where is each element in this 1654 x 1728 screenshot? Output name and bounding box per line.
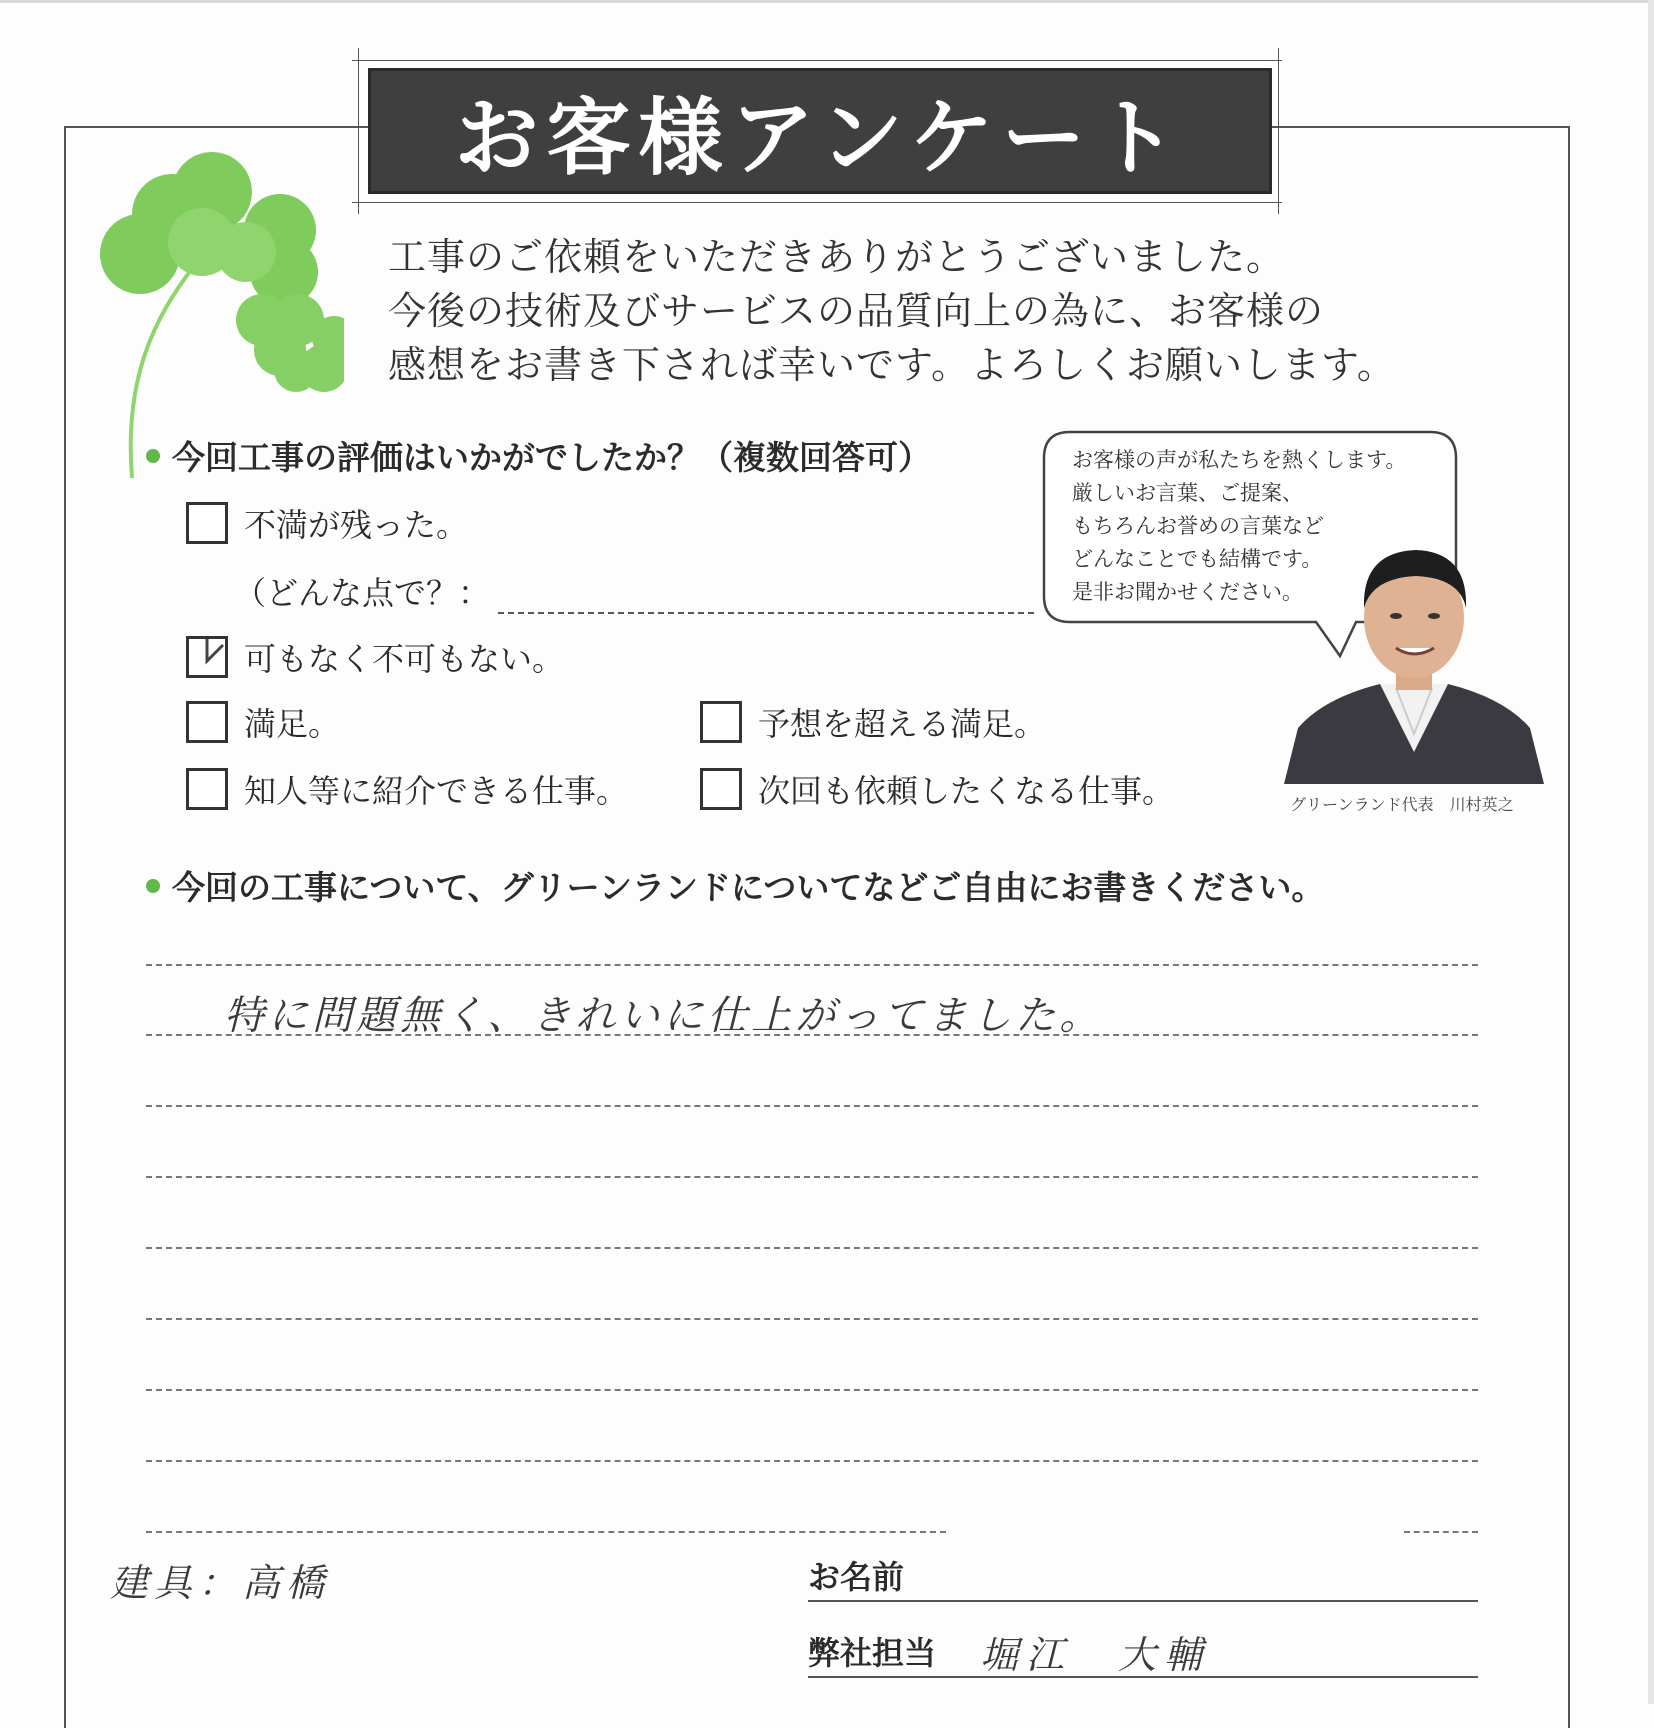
title-rule-bottom <box>352 202 1282 203</box>
bullet-dot-icon <box>146 449 160 463</box>
comments-heading-text: 今回の工事について、グリーンランドについてなどご自由にお書きください。 <box>172 868 1325 907</box>
intro-line: 工事のご依頼をいただきありがとうございました。 <box>388 235 1286 279</box>
checkbox[interactable] <box>700 701 742 743</box>
representative-portrait <box>1284 538 1544 784</box>
option-label: 次回も依頼したくなる仕事。 <box>758 772 1175 810</box>
option-satisfied[interactable] <box>186 699 340 745</box>
bubble-line: お客様の声が私たちを熱くします。 <box>1072 448 1407 472</box>
comment-line <box>146 1176 1478 1178</box>
comment-line <box>146 1389 1478 1391</box>
option-label: 満足。 <box>244 705 341 743</box>
option-label: 知人等に紹介できる仕事。 <box>244 772 629 810</box>
comments-heading <box>146 862 1324 909</box>
evaluation-heading-text: 今回工事の評価はいかがでしたか？（複数回答可） <box>172 438 931 477</box>
bubble-line: 是非お聞かせください。 <box>1072 580 1303 604</box>
name-line[interactable] <box>808 1600 1478 1602</box>
handwritten-left-note: 建具：高橋 <box>110 1561 331 1605</box>
checkmark-icon <box>189 625 237 677</box>
checkbox-checked[interactable] <box>186 636 228 678</box>
intro-line: 感想をお書き下されば幸いです。よろしくお願いします。 <box>388 343 1396 387</box>
staff-line[interactable] <box>808 1676 1478 1678</box>
title-banner <box>368 68 1272 194</box>
evaluation-heading <box>146 432 931 479</box>
intro-text <box>388 230 1448 392</box>
page-title: お客様アンケート <box>454 88 1186 187</box>
option-label: 可もなく不可もない。 <box>244 640 565 678</box>
bubble-line: もちろんお誉めの言葉など <box>1072 514 1324 538</box>
checkbox[interactable] <box>186 502 228 544</box>
detail-input-line[interactable] <box>498 578 1034 614</box>
comment-line <box>146 1531 946 1533</box>
option-dissatisfied[interactable] <box>186 500 468 546</box>
bubble-line: どんなことでも結構です。 <box>1072 547 1323 571</box>
comment-line <box>146 1247 1478 1249</box>
detail-field <box>234 568 1074 614</box>
option-label: 不満が残った。 <box>244 506 469 544</box>
handwritten-staff-name: 堀江 大輔 <box>980 1633 1211 1677</box>
bubble-line: 厳しいお言葉、ご提案、 <box>1072 481 1303 505</box>
representative-caption: グリーンランド代表 川村英之 <box>1290 795 1514 814</box>
comment-line <box>146 1318 1478 1320</box>
title-rule-top <box>352 60 1282 61</box>
option-label: 予想を超える満足。 <box>758 705 1047 743</box>
detail-prefix: （どんな点で？： <box>234 574 491 612</box>
bullet-dot-icon <box>146 879 160 893</box>
staff-label: 弊社担当 <box>808 1634 937 1672</box>
option-beyond-expectation[interactable] <box>700 699 1046 745</box>
checkbox[interactable] <box>186 768 228 810</box>
name-label: お名前 <box>808 1558 905 1596</box>
intro-line: 今後の技術及びサービスの品質向上の為に、お客様の <box>388 289 1325 333</box>
checkbox[interactable] <box>700 768 742 810</box>
checkbox[interactable] <box>186 701 228 743</box>
title-rule-left <box>358 48 359 214</box>
comment-line <box>146 1460 1478 1462</box>
title-rule-right <box>1278 48 1279 214</box>
comment-line <box>146 1105 1478 1107</box>
scan-edge-top <box>0 0 1654 3</box>
option-neutral[interactable] <box>186 634 564 680</box>
scan-edge-right <box>1648 0 1654 1704</box>
option-recommendable[interactable] <box>186 766 628 812</box>
option-request-again[interactable] <box>700 766 1174 812</box>
comment-line <box>1404 1531 1478 1533</box>
handwritten-comment: 特に問題無く、きれいに仕上がってました。 <box>224 993 1104 1039</box>
comment-line <box>146 964 1478 966</box>
